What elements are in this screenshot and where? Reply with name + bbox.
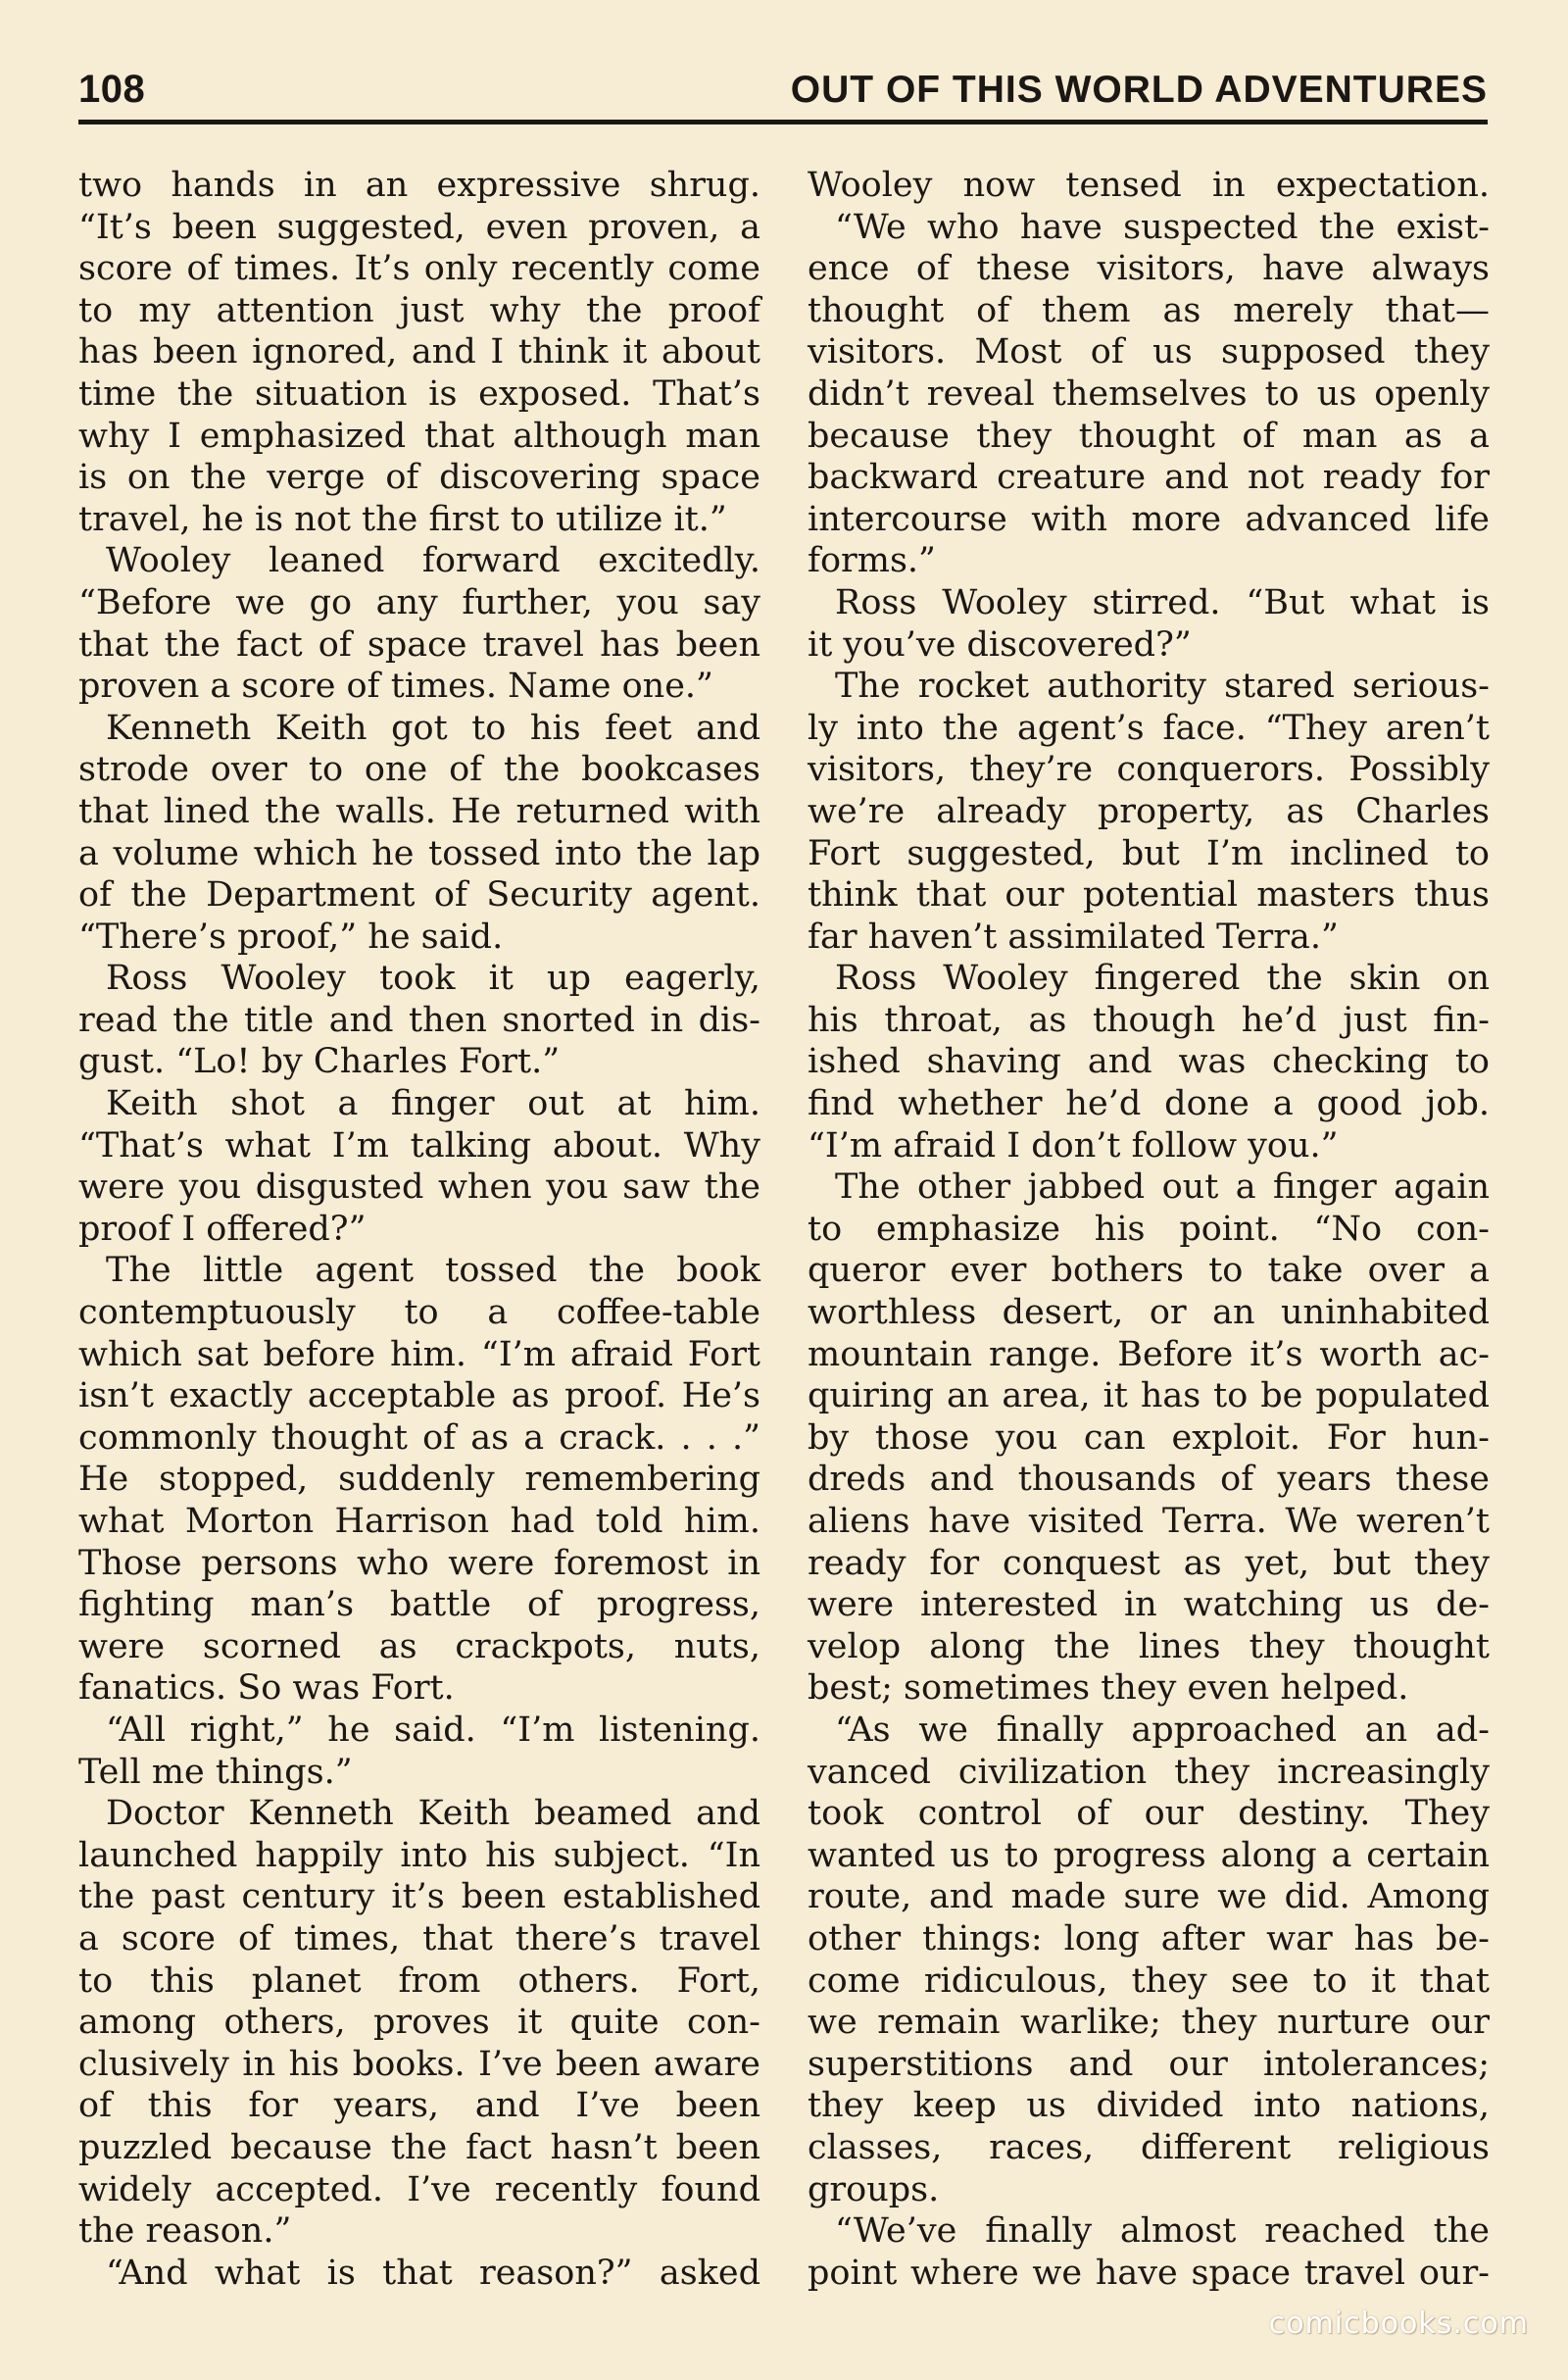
text-line: “And what is that reason?” asked: [106, 2253, 760, 2293]
text-line: backward creature and not ready for: [808, 458, 1490, 498]
text-line: we remain warlike; they nurture our: [808, 2003, 1490, 2043]
text-line: Ross Wooley fingered the skin on: [835, 959, 1490, 999]
text-line: ly into the agent’s face. “They aren’t: [808, 708, 1490, 748]
text-line: to my attention just why the proof: [78, 290, 760, 330]
text-line: the past century it’s been established: [78, 1877, 760, 1917]
text-line: Wooley leaned forward excitedly.: [106, 541, 760, 581]
text-line: ence of these visitors, have always: [808, 249, 1490, 289]
text-line: contemptuously to a coffee-table: [78, 1293, 760, 1333]
text-line: the reason.”: [78, 2211, 292, 2252]
text-line: “There’s proof,” he said.: [78, 917, 504, 957]
text-line: Tell me things.”: [78, 1752, 353, 1792]
text-line: is on the verge of discovering space: [78, 458, 760, 498]
text-line: intercourse with more advanced life: [808, 499, 1490, 539]
right-text-column: [808, 165, 1490, 2294]
left-text-column: [78, 165, 760, 2294]
text-line: travel, he is not the first to utilize it.”: [78, 499, 727, 539]
text-line: Kenneth Keith got to his feet and: [106, 708, 760, 748]
text-line: to this planet from others. Fort,: [78, 1960, 760, 2001]
text-line: “We’ve finally almost reached the: [835, 2211, 1490, 2252]
text-line: to emphasize his point. “No con-: [808, 1209, 1490, 1249]
text-line: Ross Wooley took it up eagerly,: [106, 959, 760, 999]
text-line: wanted us to progress along a certain: [808, 1835, 1490, 1875]
text-line: his throat, as though he’d just fin-: [808, 1000, 1490, 1040]
text-line: visitors, they’re conquerors. Possibly: [808, 750, 1490, 790]
watermark: comicbooks.com: [1268, 2306, 1529, 2341]
text-line: dreds and thousands of years these: [808, 1460, 1490, 1500]
text-line: visitors. Most of us supposed they: [808, 332, 1490, 372]
text-line: read the title and then snorted in dis-: [78, 1000, 760, 1040]
text-line: vanced civilization they increasingly: [808, 1752, 1490, 1792]
text-line: puzzled because the fact hasn’t been: [78, 2127, 760, 2167]
text-line: a volume which he tossed into the lap: [78, 833, 760, 873]
text-line: by those you can exploit. For hun-: [808, 1417, 1490, 1458]
text-line: find whether he’d done a good job.: [808, 1084, 1490, 1124]
text-line: of this for years, and I’ve been: [78, 2086, 760, 2126]
text-line: were you disgusted when you saw the: [78, 1167, 760, 1208]
text-line: why I emphasized that although man: [78, 416, 760, 456]
text-line: commonly thought of as a crack. . . .”: [78, 1417, 760, 1458]
text-line: superstitions and our intolerances;: [808, 2044, 1490, 2084]
text-line: best; sometimes they even helped.: [808, 1668, 1409, 1709]
text-line: fanatics. So was Fort.: [78, 1668, 455, 1709]
text-line: Wooley now tensed in expectation.: [808, 166, 1490, 205]
text-line: The other jabbed out a finger again: [835, 1167, 1490, 1208]
text-line: come ridiculous, they see to it that: [808, 1960, 1490, 2001]
text-line: that lined the walls. He returned with: [78, 791, 760, 831]
text-line: because they thought of man as a: [808, 416, 1490, 456]
text-line: gust. “Lo! by Charles Fort.”: [78, 1042, 561, 1082]
text-line: score of times. It’s only recently come: [78, 249, 760, 289]
text-line: didn’t reveal themselves to us openly: [808, 373, 1490, 414]
text-line: proof I offered?”: [78, 1209, 367, 1249]
text-line: aliens have visited Terra. We weren’t: [808, 1502, 1490, 1541]
text-line: “As we finally approached an ad-: [835, 1710, 1490, 1750]
text-line: route, and made sure we did. Among: [808, 1877, 1490, 1917]
text-line: has been ignored, and I think it about: [78, 332, 760, 372]
text-line: ready for conquest as yet, but they: [808, 1543, 1490, 1583]
text-line: Those persons who were foremost in: [78, 1543, 760, 1583]
text-line: quiring an area, it has to be populated: [808, 1376, 1490, 1416]
text-line: it you’ve discovered?”: [808, 624, 1192, 665]
text-line: mountain range. Before it’s worth ac-: [808, 1334, 1490, 1374]
text-line: thought of them as merely that—: [808, 290, 1490, 330]
text-line: launched happily into his subject. “In: [78, 1835, 760, 1875]
text-line: The little agent tossed the book: [106, 1251, 760, 1291]
page-header: [78, 63, 1488, 124]
text-line: “All right,” he said. “I’m listening.: [106, 1710, 760, 1750]
text-line: were interested in watching us de-: [808, 1585, 1490, 1625]
text-line: “It’s been suggested, even proven, a: [78, 207, 760, 247]
text-line: He stopped, suddenly remembering: [78, 1460, 760, 1500]
running-title: OUT OF THIS WORLD ADVENTURES: [790, 69, 1488, 111]
text-line: isn’t exactly acceptable as proof. He’s: [78, 1376, 760, 1416]
page-number: 108: [78, 68, 146, 111]
text-line: took control of our destiny. They: [808, 1794, 1490, 1834]
text-line: “We who have suspected the exist-: [835, 207, 1490, 247]
text-line: time the situation is exposed. That’s: [78, 373, 760, 414]
text-line: were scorned as crackpots, nuts,: [78, 1626, 760, 1666]
text-line: ished shaving and was checking to: [808, 1042, 1490, 1082]
text-line: forms.”: [808, 541, 936, 581]
text-line: other things: long after war has be-: [808, 1918, 1490, 1959]
text-line: what Morton Harrison had told him.: [78, 1502, 760, 1541]
text-line: we’re already property, as Charles: [808, 791, 1490, 831]
text-line: which sat before him. “I’m afraid Fort: [78, 1334, 760, 1374]
text-line: queror ever bothers to take over a: [808, 1251, 1490, 1291]
text-line: two hands in an expressive shrug.: [78, 166, 760, 205]
text-line: velop along the lines they thought: [808, 1626, 1490, 1666]
text-line: they keep us divided into nations,: [808, 2086, 1490, 2126]
text-line: strode over to one of the bookcases: [78, 750, 760, 790]
text-line: “Before we go any further, you say: [78, 582, 760, 622]
text-line: Fort suggested, but I’m inclined to: [808, 833, 1490, 873]
text-line: Doctor Kenneth Keith beamed and: [106, 1794, 760, 1834]
text-line: Keith shot a finger out at him.: [106, 1084, 760, 1124]
text-line: far haven’t assimilated Terra.”: [808, 917, 1339, 957]
text-line: classes, races, different religious: [808, 2127, 1490, 2167]
text-line: a score of times, that there’s travel: [78, 1918, 760, 1959]
text-line: of the Department of Security agent.: [78, 875, 760, 916]
text-line: clusively in his books. I’ve been aware: [78, 2044, 760, 2084]
text-line: fighting man’s battle of progress,: [78, 1585, 760, 1625]
text-line: The rocket authority stared serious-: [835, 667, 1490, 707]
text-line: groups.: [808, 2169, 940, 2209]
text-line: “That’s what I’m talking about. Why: [78, 1125, 760, 1165]
text-line: widely accepted. I’ve recently found: [78, 2169, 760, 2209]
text-line: point where we have space travel our-: [808, 2253, 1490, 2293]
text-line: worthless desert, or an uninhabited: [808, 1293, 1490, 1333]
text-line: proven a score of times. Name one.”: [78, 667, 713, 707]
text-line: “I’m afraid I don’t follow you.”: [808, 1125, 1339, 1165]
text-line: among others, proves it quite con-: [78, 2003, 760, 2043]
text-line: think that our potential masters thus: [808, 875, 1490, 916]
text-line: Ross Wooley stirred. “But what is: [835, 582, 1490, 622]
text-line: that the fact of space travel has been: [78, 624, 760, 665]
